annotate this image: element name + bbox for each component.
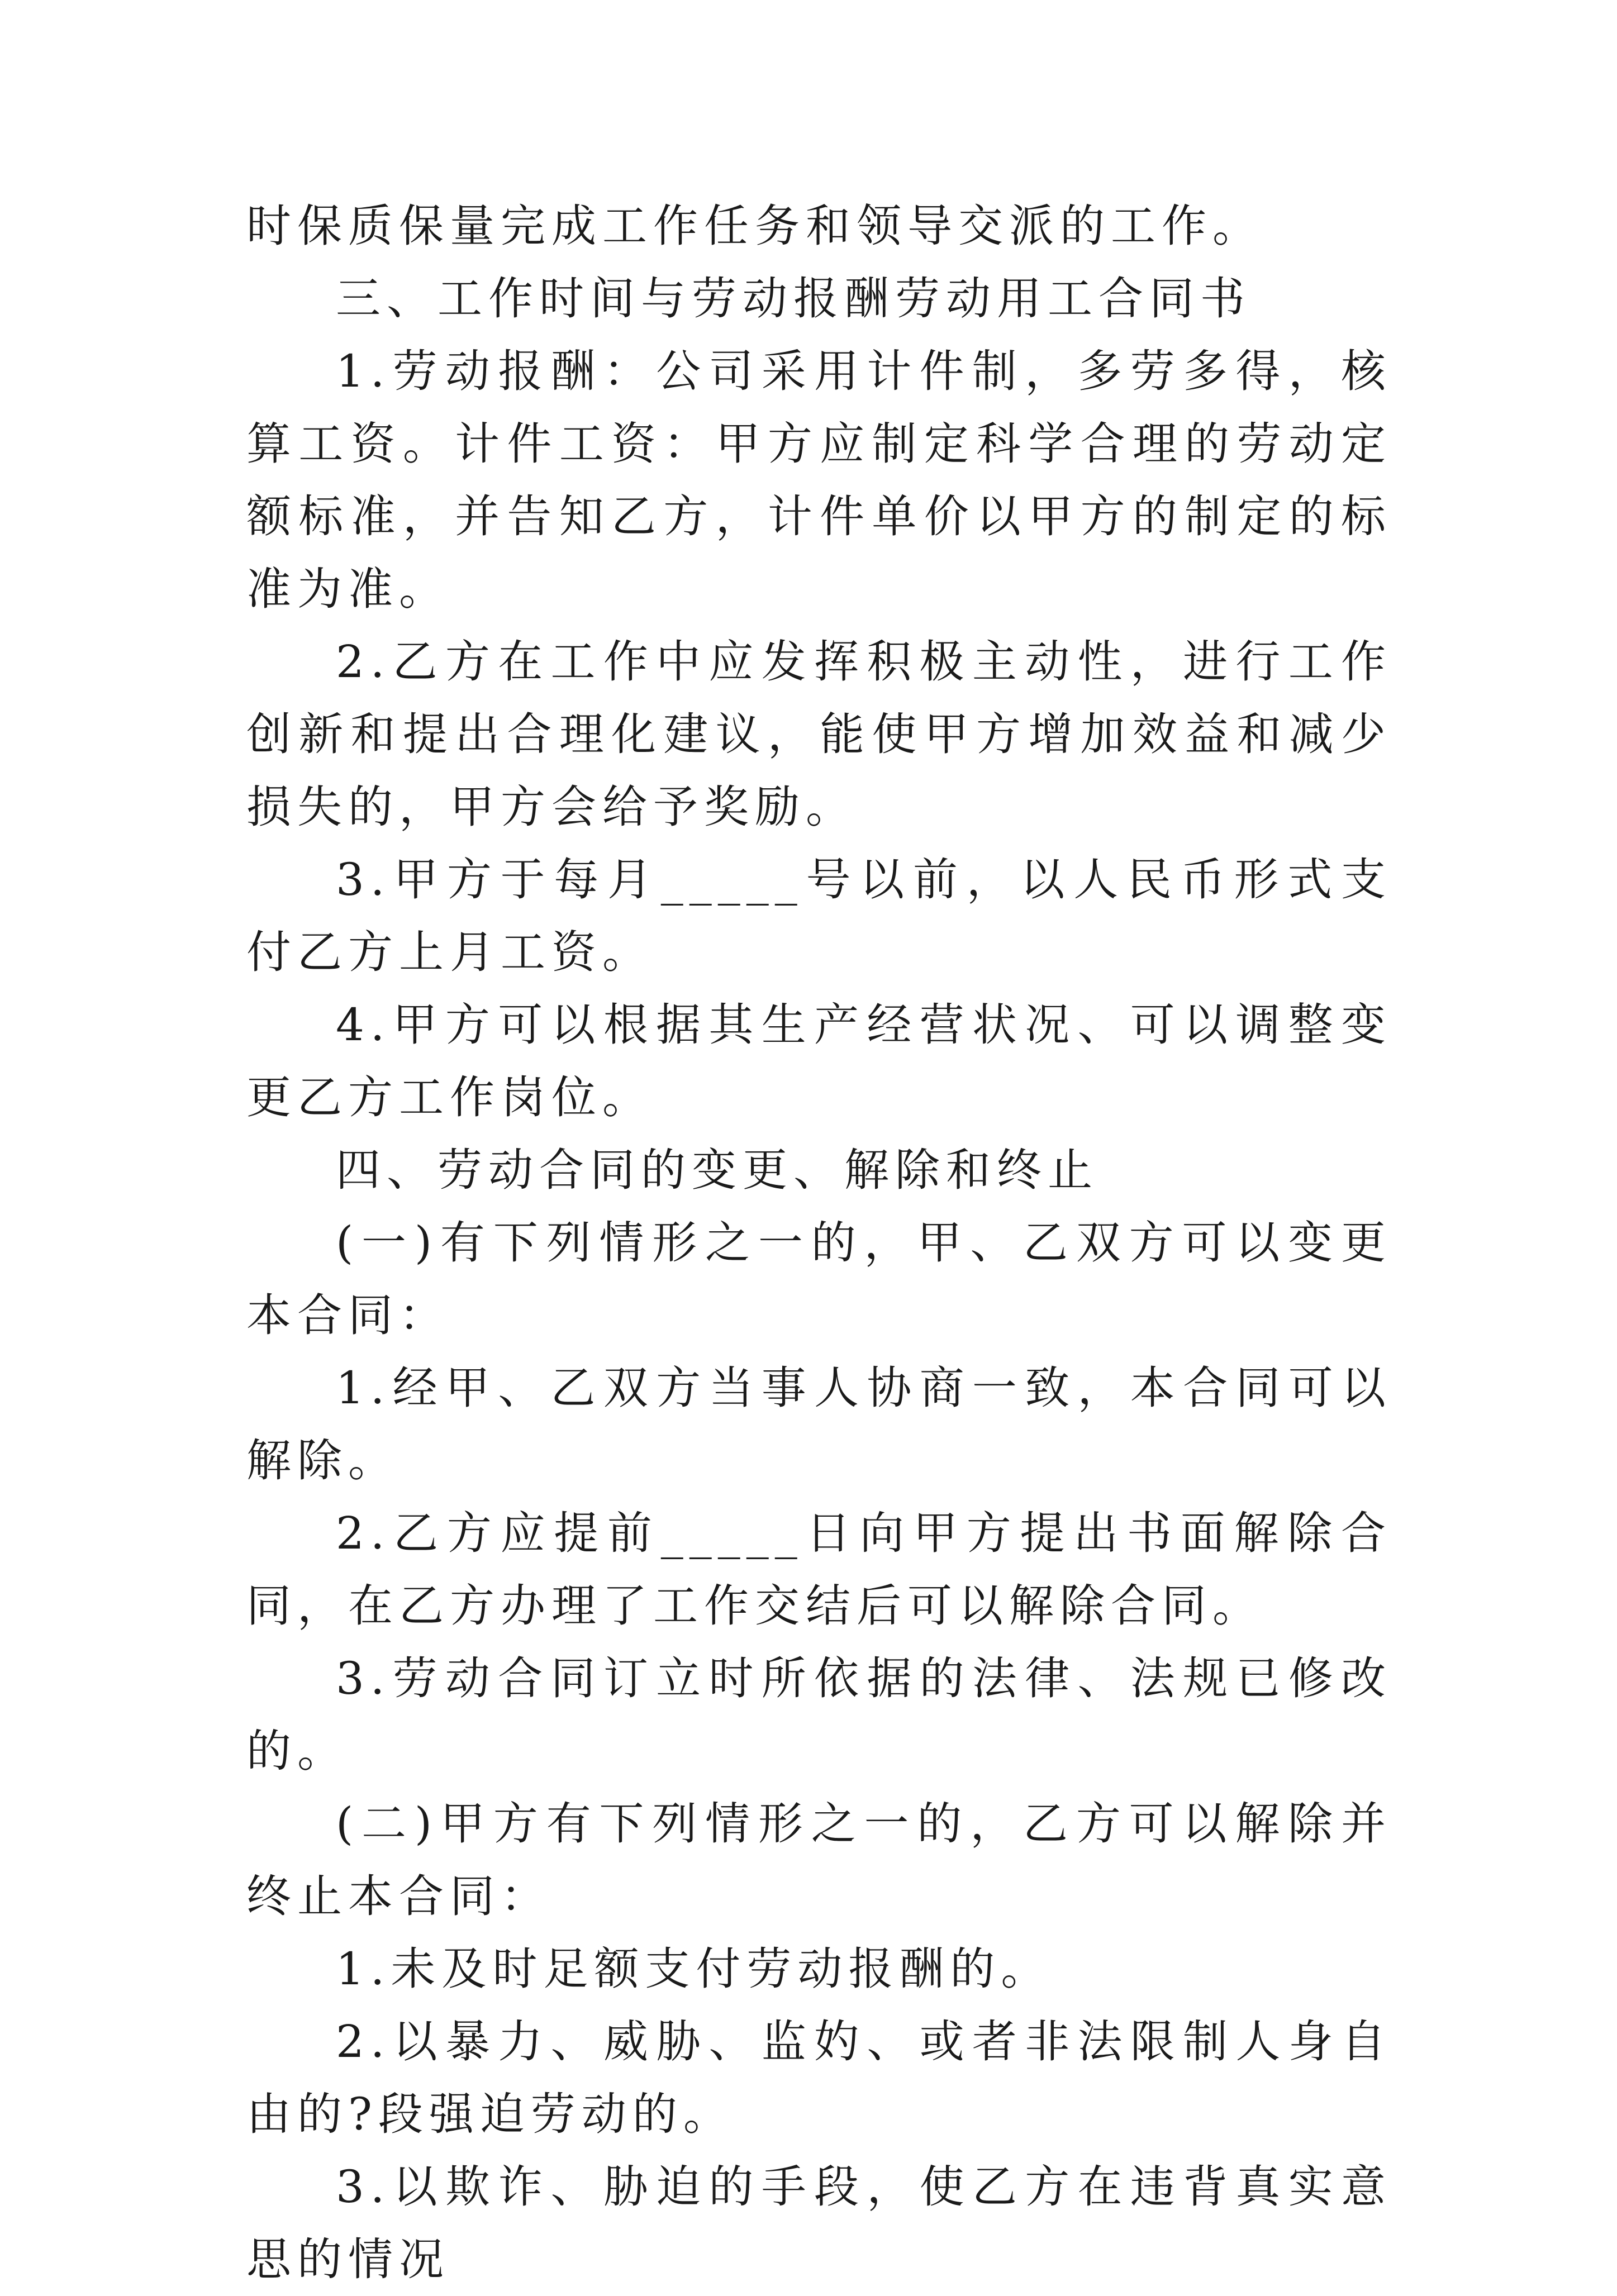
paragraph: 1.劳动报酬：公司采用计件制，多劳多得，核算工资。计件工资：甲方应制定科学合理的劳动定额标准，并告知乙方，计件单价以甲方的制定的标准为准。 (246, 345, 1392, 615)
paragraph: (二)甲方有下列情形之一的，乙方可以解除并终止本合同： (246, 1798, 1392, 1922)
paragraph: 3.以欺诈、胁迫的手段，使乙方在违背真实意思的情况 (246, 2161, 1392, 2285)
paragraph: 2.乙方在工作中应发挥积极主动性，进行工作创新和提出合理化建议，能使甲方增加效益和减少损失的，甲方会给予奖励。 (246, 636, 1392, 833)
section-heading: 四、劳动合同的变更、解除和终止 (336, 1144, 1098, 1196)
paragraph: (一)有下列情形之一的，甲、乙双方可以变更本合同： (246, 1217, 1392, 1341)
paragraph: 3.甲方于每月_____号以前，以人民币形式支付乙方上月工资。 (246, 854, 1392, 978)
paragraph: 2.以暴力、威胁、监妁、或者非法限制人身自由的?段强迫劳动的。 (246, 2016, 1392, 2140)
paragraph: 1.未及时足额支付劳动报酬的。 (336, 1943, 1052, 1995)
paragraph: 1.经甲、乙双方当事人协商一致，本合同可以解除。 (246, 1362, 1392, 1487)
section-heading: 三、工作时间与劳动报酬劳动用工合同书 (336, 273, 1251, 325)
paragraph: 2.乙方应提前_____日向甲方提出书面解除合同，在乙方办理了工作交结后可以解除合同。 (246, 1507, 1392, 1632)
document-body (246, 190, 1392, 2296)
paragraph: 4.甲方可以根据其生产经营状况、可以调整变更乙方工作岗位。 (246, 999, 1392, 1123)
paragraph: 时保质保量完成工作任务和领导交派的工作。 (246, 200, 1263, 252)
paragraph: 3.劳动合同订立时所依据的法律、法规已修改的。 (246, 1652, 1392, 1777)
